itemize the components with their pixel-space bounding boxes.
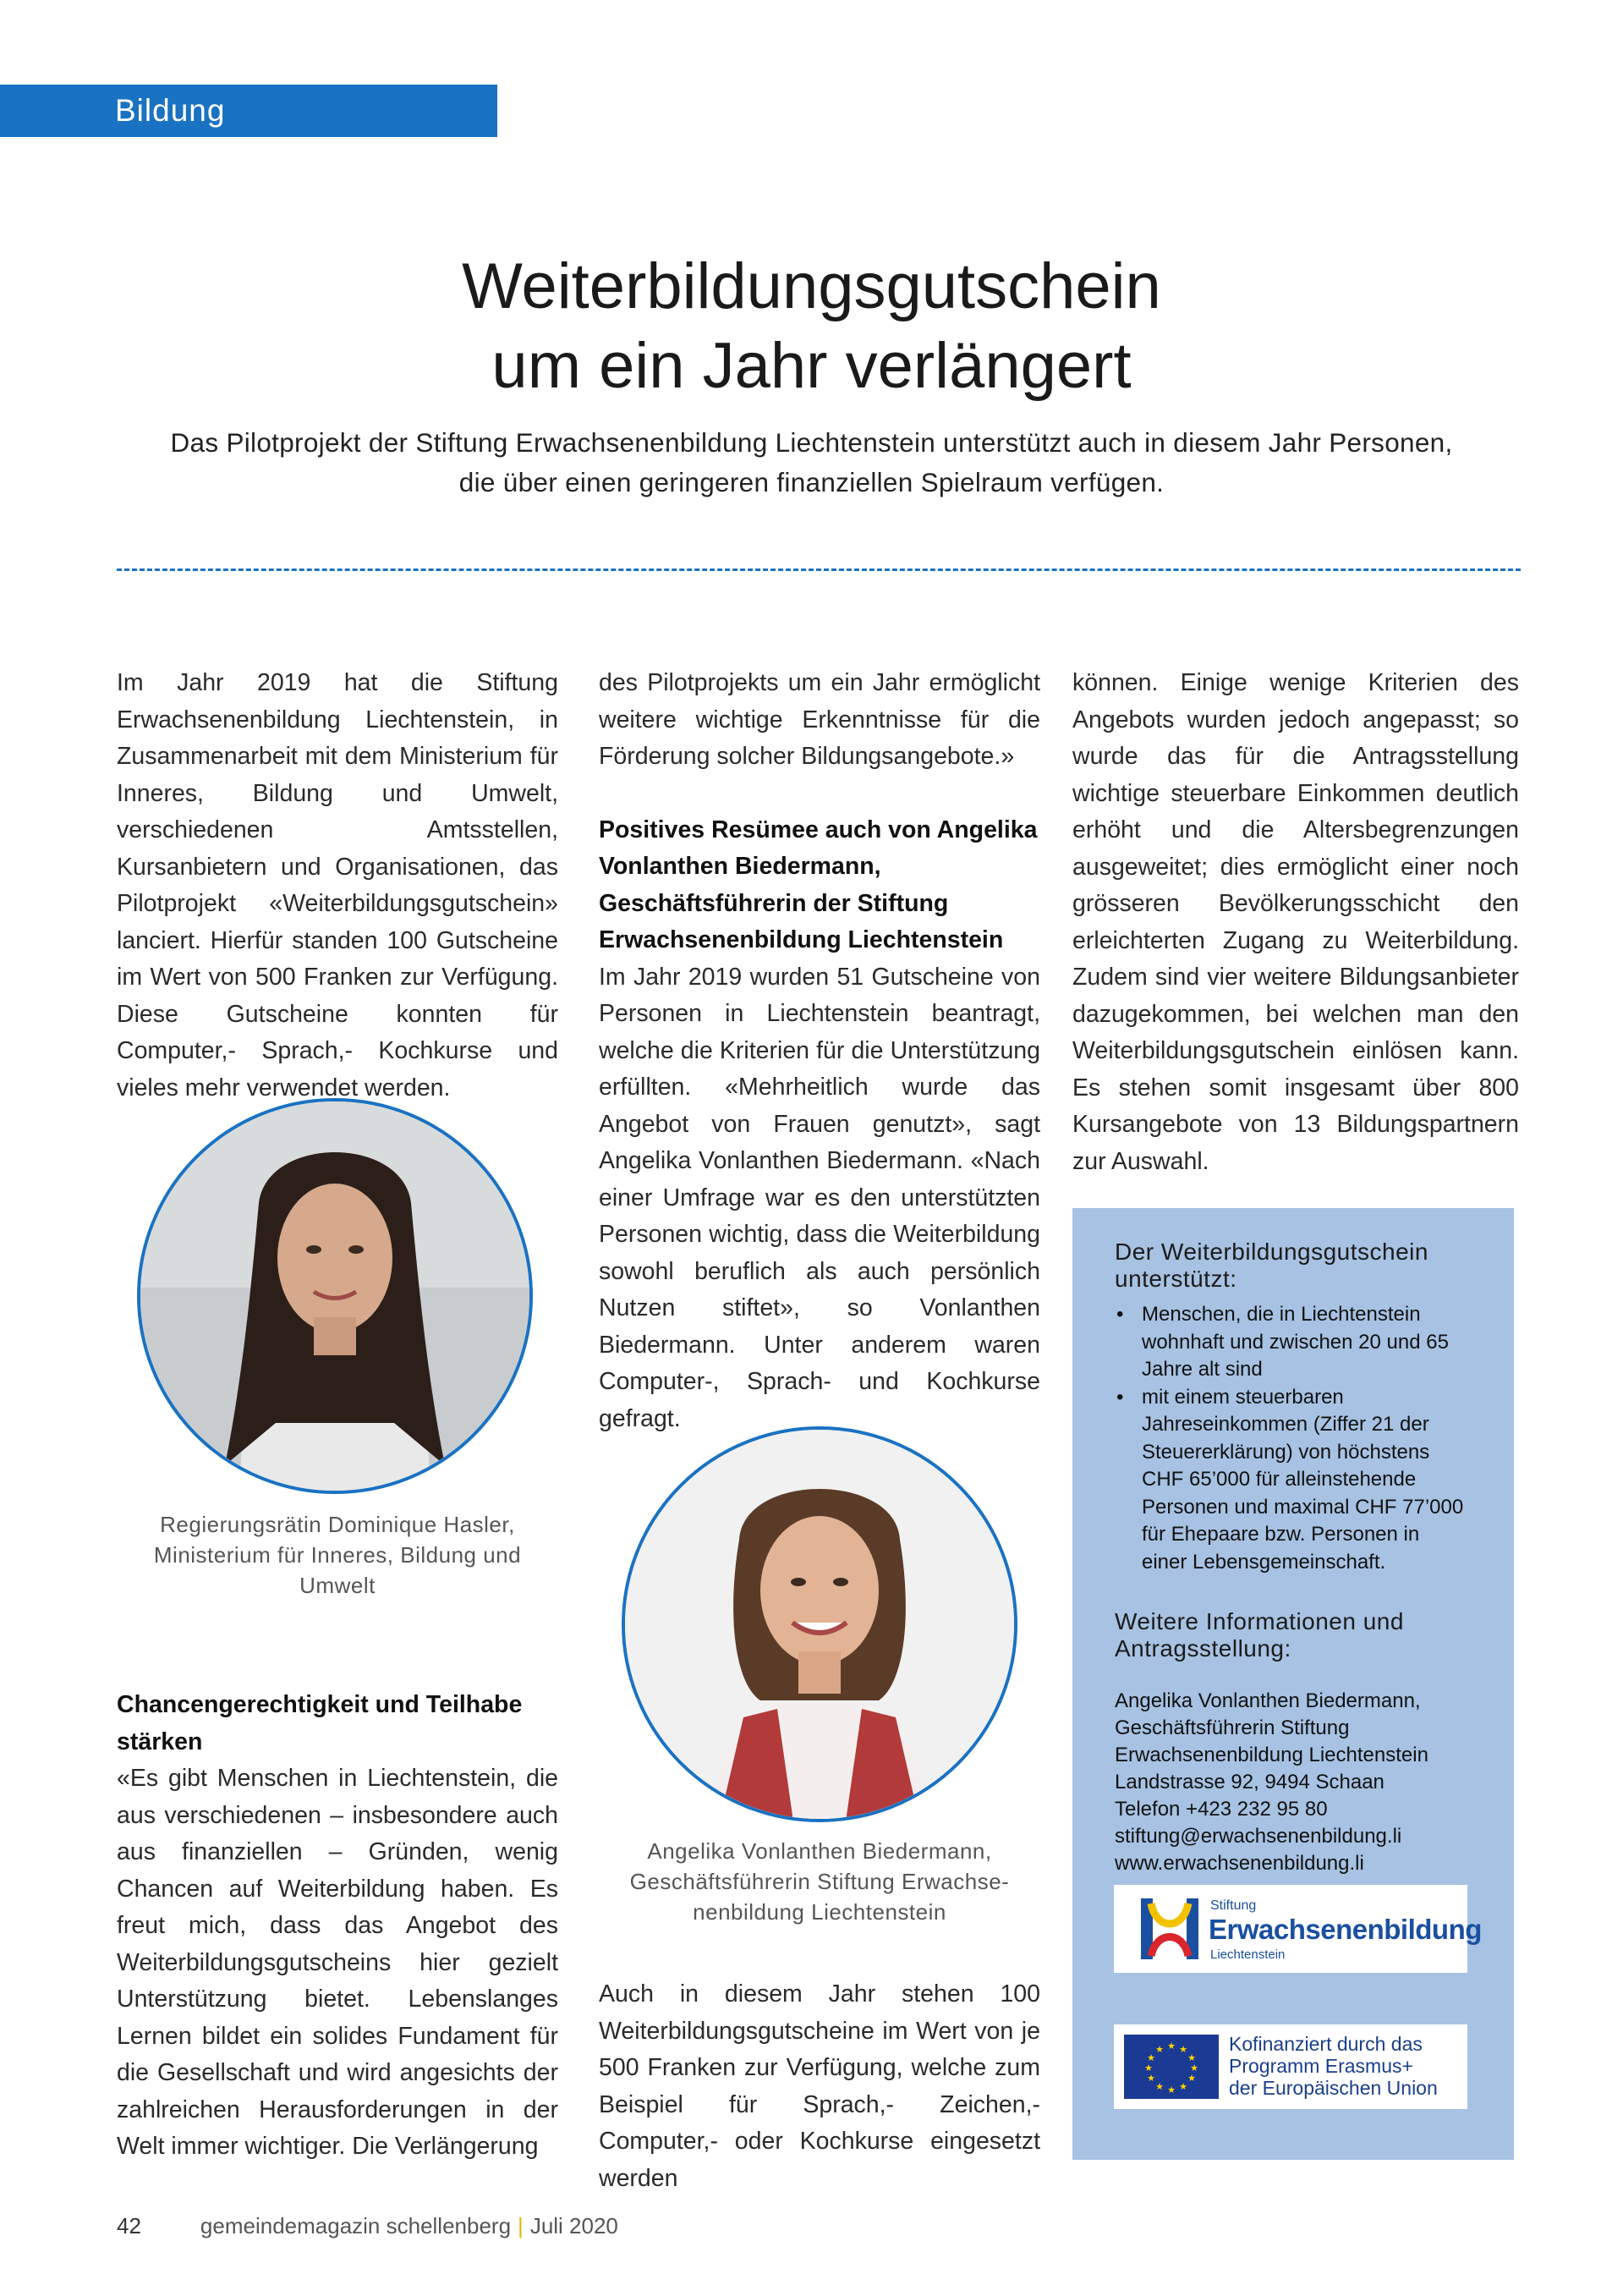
stiftung-emblem-icon (1139, 1897, 1200, 1961)
svg-text:★: ★ (1187, 2073, 1196, 2084)
criteria-text: Menschen, die in Liechtenstein wohnhaft und zwischen 20 und 65 Jahre alt sind (1142, 1303, 1449, 1381)
col2-paragraph-1: des Pilotprojekts um ein Jahr ermöglicht weitere wichtige Erkenntnisse für die Förderung solcher Bildungsangebote.» (599, 669, 1040, 770)
info-box (1072, 1208, 1514, 2160)
erasmus-line-1: Kofinanziert durch das (1229, 2033, 1423, 2055)
contact-website-link[interactable]: www.erwachsenenbildung.li (1115, 1852, 1364, 1875)
eu-flag-icon (1124, 2035, 1219, 2099)
erasmus-logo (1114, 2024, 1467, 2109)
portrait-angelika-vonlanthen (622, 1426, 1017, 1822)
issue-date: Juli 2020 (529, 2213, 618, 2238)
criteria-item (1115, 1301, 1470, 1384)
section-label: Bildung (0, 85, 497, 137)
caption-vonlanthen-line-3: nenbildung Liechtenstein (693, 1899, 946, 1925)
contact-block (1115, 1688, 1470, 1877)
svg-text:★: ★ (1144, 2063, 1153, 2074)
caption-hasler-line-3: Umwelt (299, 1573, 376, 1598)
col3-paragraph-1: können. Einige wenige Kriterien des Angebots wurden jedoch angepasst; so wurde das für die Antragsstellung wichtige steuerbare Einkommen deutlich erhöht und die Altersbegrenzungen ausgeweitet; dies ermöglicht einer noch grösseren Bevölkerungsschicht den erleichterten Zugang zu Weiterbildung. Zudem sind vier weitere Bildungsanbieter dazugekommen, bei welchen man den Weiterbildungsgutschein einlösen kann. Es stehen somit insgesamt über 800 Kursangebote von 13 Bildungspartnern zur Auswahl. (1072, 669, 1519, 1175)
portrait-vonlanthen-image (625, 1430, 1014, 1819)
svg-text:★: ★ (1179, 2081, 1187, 2092)
svg-text:★: ★ (1190, 2063, 1198, 2074)
erasmus-logo-text (1229, 2033, 1438, 2099)
contact-phone: Telefon +423 232 95 80 (1115, 1798, 1328, 1821)
dashed-divider (117, 569, 1521, 571)
stiftung-logo-title: Erwachsenenbildung (1209, 1914, 1482, 1945)
column-1-section (117, 1687, 558, 2166)
col2-paragraph-3: Auch in diesem Jahr stehen 100 Weiterbildungsgutscheine im Wert von je 500 Franken zur Verfügung, welche zum Beispiel für Sprach,- Zeichen,- Computer,- oder Kochkurse eingesetzt werden (599, 1980, 1040, 2192)
article-headline (0, 247, 1623, 406)
svg-text:★: ★ (1167, 2041, 1176, 2052)
info-box-heading-2: Weitere Informationen und Antragsstellung: (1115, 1608, 1404, 1662)
svg-text:★: ★ (1155, 2044, 1164, 2055)
column-2-main (599, 665, 1040, 1437)
svg-text:★: ★ (1147, 2052, 1155, 2063)
col1-subheading: Chancengerechtigkeit und Teilhabe stärken (117, 1691, 523, 1755)
column-3-main (1072, 665, 1519, 1180)
page-number: 42 (117, 2213, 141, 2238)
svg-text:★: ★ (1155, 2081, 1164, 2092)
contact-name: Angelika Vonlanthen Biedermann, (1115, 1689, 1421, 1712)
bullet-icon: • (1116, 1303, 1124, 1326)
lead-line-2: die über einen geringeren finanziellen Spielraum verfügen. (458, 467, 1165, 497)
col1-paragraph-1: Im Jahr 2019 hat die Stiftung Erwachsenenbildung Liechtenstein, in Zusammenarbeit mit dem Ministerium für Inneres, Bildung und Umwelt, verschiedenen Amtsstellen, Kursanbietern und Organisationen, das Pilotprojekt «Weiterbildungsgutschein» lanciert. Hierfür standen 100 Gutscheine im Wert von 500 Franken zur Verfügung. Diese Gutscheine konnten für Computer,- Sprach,- Kochkurse und vieles mehr verwendet werden. (117, 669, 558, 1101)
portrait-hasler-image (140, 1101, 529, 1491)
column-1-intro (117, 665, 558, 1107)
svg-text:★: ★ (1147, 2073, 1155, 2084)
stiftung-logo (1114, 1885, 1482, 1973)
svg-text:★: ★ (1187, 2052, 1196, 2063)
info-box-heading: Der Weiterbildungsgutschein unterstützt: (1115, 1239, 1428, 1292)
caption-vonlanthen (599, 1836, 1040, 1927)
criteria-text: mit einem steuerbaren Jahreseinkommen (Ziffer 21 der Steuererklärung) von höchstens CHF 65’000 für alleinstehende Personen und maximal CHF 77’000 für Ehepaare bzw. Personen in einer Lebensgemeinschaft. (1142, 1385, 1464, 1574)
caption-hasler (117, 1509, 558, 1601)
info-box-criteria-list (1115, 1301, 1470, 1576)
caption-vonlanthen-line-1: Angelika Vonlanthen Biedermann, (647, 1838, 992, 1864)
caption-hasler-line-1: Regierungsrätin Dominique Hasler, (160, 1512, 515, 1537)
stiftung-logo-sub: Liechtenstein (1210, 1947, 1286, 1962)
lead-line-1: Das Pilotprojekt der Stiftung Erwachsenenbildung Liechtenstein unterstützt auch in diesem Jahr Personen, (170, 427, 1453, 458)
headline-line-1: Weiterbildungsgutschein (462, 250, 1161, 322)
portrait-dominique-hasler (137, 1098, 533, 1494)
col2-paragraph-2: Im Jahr 2019 wurden 51 Gutscheine von Personen in Liechtenstein beantragt, welche die Kriterien für die Unterstützung erfüllten. «Mehrheitlich wurde das Angebot von Frauen genutzt», sagt Angelika Vonlanthen Biedermann. «Nach einer Umfrage war es den unterstützten Personen wichtig, dass die Weiterbildung sowohl beruflich als auch persönlich Nutzen stiftet», so Vonlanthen Biedermann. Unter anderem waren Computer-, Sprach- und Kochkurse gefragt. (599, 963, 1040, 1432)
contact-address: Landstrasse 92, 9494 Schaan (1115, 1771, 1384, 1793)
contact-email-link[interactable]: stiftung@erwachsenenbildung.li (1115, 1825, 1402, 1848)
footer-separator: | (518, 2213, 524, 2238)
svg-text:★: ★ (1179, 2044, 1187, 2055)
stiftung-logo-small: Stiftung (1210, 1898, 1257, 1913)
caption-hasler-line-2: Ministerium für Inneres, Bildung und (153, 1542, 522, 1568)
col2-subheading: Positives Resümee auch von Angelika Vonlanthen Biedermann, Geschäftsführerin der Stiftung Erwachsenenbildung Liechtenstein (599, 816, 1038, 953)
column-2-continued (599, 1976, 1040, 2197)
headline-line-2: um ein Jahr verlängert (491, 330, 1132, 402)
article-lead (101, 423, 1522, 503)
magazine-name: gemeindemagazin schellenberg (200, 2213, 512, 2238)
erasmus-line-2: Programm Erasmus+ (1229, 2055, 1413, 2077)
bullet-icon: • (1116, 1385, 1124, 1409)
svg-text:★: ★ (1167, 2085, 1176, 2096)
col1-paragraph-2: «Es gibt Menschen in Liechtenstein, die aus verschiedenen – insbesondere auch aus finanziellen – Gründen, wenig Chancen auf Weiterbildung haben. Es freut mich, dass das Angebot des Weiterbildungsgutscheins hier gezielt Unterstützung bietet. Lebenslanges Lernen bildet ein solides Fundament für die Gesellschaft und wird angesichts der zahlreichen Herausforderungen in der Welt immer wichtiger. Die Verlängerung (117, 1765, 558, 2160)
page-footer (117, 2213, 618, 2239)
erasmus-line-3: der Europäischen Union (1229, 2077, 1438, 2099)
criteria-item (1115, 1384, 1470, 1577)
contact-organisation: Erwachsenenbildung Liechtenstein (1115, 1744, 1428, 1766)
caption-vonlanthen-line-2: Geschäftsführerin Stiftung Erwachse- (629, 1869, 1010, 1894)
contact-role: Geschäftsführerin Stiftung (1115, 1717, 1350, 1739)
